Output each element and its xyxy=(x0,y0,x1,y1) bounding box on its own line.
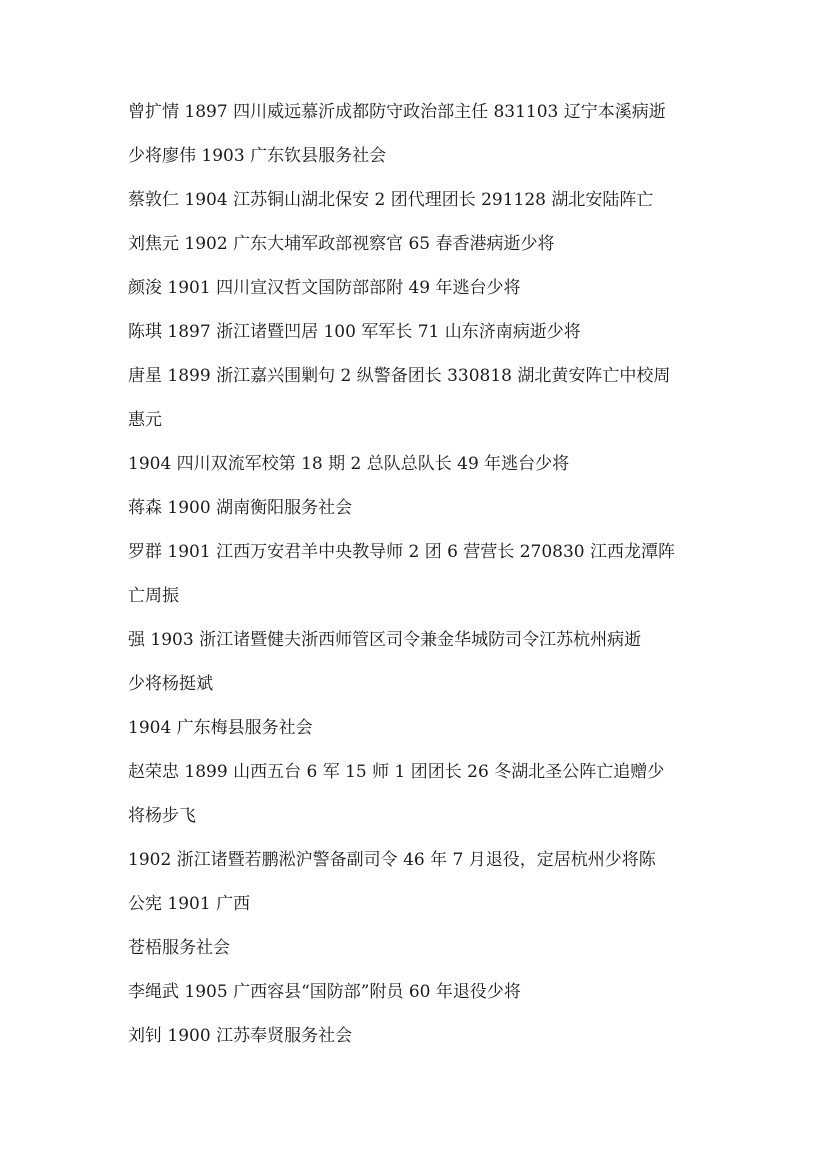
text-line: 蔡敦仁 1904 江苏铜山湖北保安 2 团代理团长 291128 湖北安陆阵亡 xyxy=(128,190,654,210)
text-line: 李绳武 1905 广西容县“国防部”附员 60 年退役少将 xyxy=(128,982,521,1002)
text-line: 刘焦元 1902 广东大埔军政部视察官 65 春香港病逝少将 xyxy=(128,234,555,254)
text-line: 陈琪 1897 浙江诸暨凹居 100 军军长 71 山东济南病逝少将 xyxy=(128,322,581,342)
document-body xyxy=(128,102,718,1070)
text-line: 亡周振 xyxy=(128,586,179,606)
text-line: 唐星 1899 浙江嘉兴围剿句 2 纵警备团长 330818 湖北黄安阵亡中校周 xyxy=(128,366,671,386)
text-line: 蒋森 1900 湖南衡阳服务社会 xyxy=(128,498,353,518)
text-line: 曾扩情 1897 四川威远慕沂成都防守政治部主任 831103 辽宁本溪病逝 xyxy=(128,102,666,122)
text-line: 赵荣忠 1899 山西五台 6 军 15 师 1 团团长 26 冬湖北圣公阵亡追赠少 xyxy=(128,762,665,782)
text-line: 罗群 1901 江西万安君羊中央教导师 2 团 6 营营长 270830 江西龙潭阵 xyxy=(128,542,676,562)
text-line: 苍梧服务社会 xyxy=(128,938,230,958)
text-line: 惠元 xyxy=(128,410,162,430)
text-line: 1904 广东梅县服务社会 xyxy=(128,718,313,738)
text-line: 少将廖伟 1903 广东钦县服务社会 xyxy=(128,146,387,166)
text-line: 1902 浙江诸暨若鹏淞沪警备副司令 46 年 7 月退役，定居杭州少将陈 xyxy=(128,850,656,870)
text-line: 1904 四川双流军校第 18 期 2 总队总队长 49 年逃台少将 xyxy=(128,454,570,474)
text-line: 将杨步飞 xyxy=(128,806,196,826)
text-line: 公宪 1901 广西 xyxy=(128,894,251,914)
text-line: 颜浚 1901 四川宣汉哲文国防部部附 49 年逃台少将 xyxy=(128,278,521,298)
text-line: 刘钊 1900 江苏奉贤服务社会 xyxy=(128,1026,353,1046)
text-line: 强 1903 浙江诸暨健夫浙西师管区司令兼金华城防司令江苏杭州病逝 xyxy=(128,630,642,650)
text-line: 少将杨挺斌 xyxy=(128,674,213,694)
